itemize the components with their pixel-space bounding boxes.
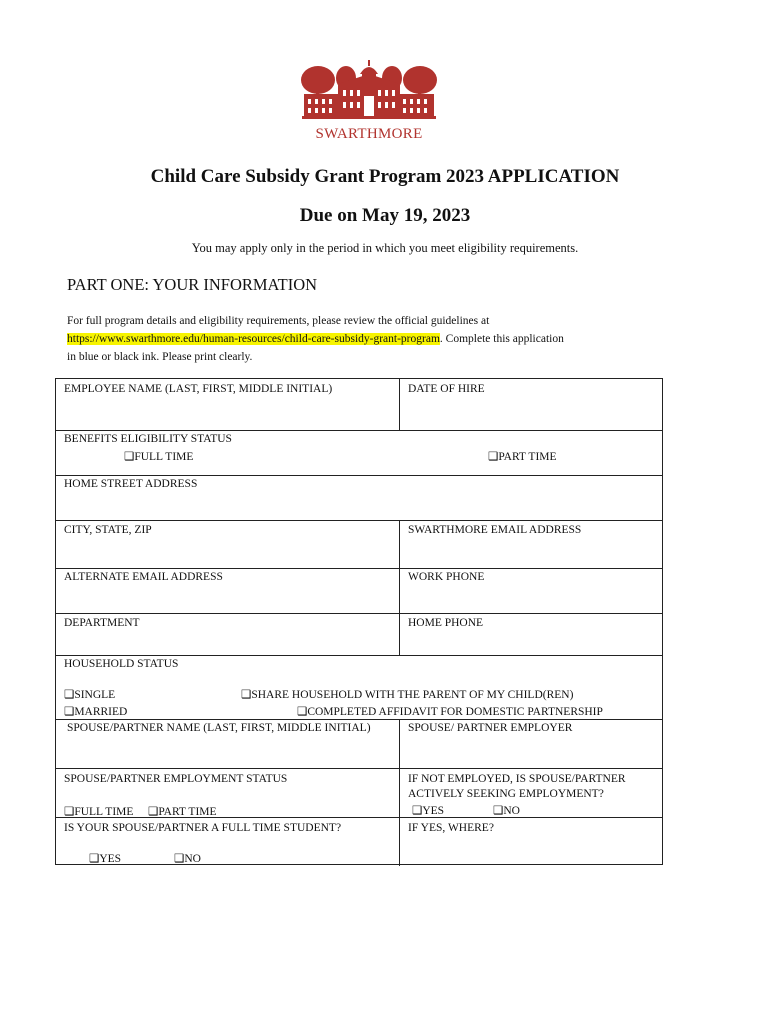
seeking-no-checkbox[interactable]: ❑NO [493,805,520,817]
logo-wordmark: SWARTHMORE [315,126,423,142]
checkbox-icon: ❑ [412,805,423,817]
spouse-full-time-checkbox[interactable]: ❑FULL TIME [64,806,134,818]
eligibility-note: You may apply only in the period in which you meet eligibility requirements. [191,241,579,255]
checkbox-icon: ❑ [297,706,308,718]
checkbox-icon: ❑ [174,853,185,865]
row-divider [56,655,662,656]
swarthmore-email-field[interactable]: SWARTHMORE EMAIL ADDRESS [408,524,582,536]
benefits-status-label: BENEFITS ELIGIBILITY STATUS [64,433,232,445]
spouse-employer-field[interactable]: SPOUSE/ PARTNER EMPLOYER [408,722,573,734]
household-status-label: HOUSEHOLD STATUS [64,658,179,670]
checkbox-icon: ❑ [64,806,75,818]
checkbox-icon: ❑ [89,853,100,865]
checkbox-icon: ❑ [124,451,135,463]
seeking-employment-question-1: IF NOT EMPLOYED, IS SPOUSE/PARTNER [408,773,626,785]
student-no-checkbox[interactable]: ❑NO [174,853,201,865]
affidavit-checkbox[interactable]: ❑COMPLETED AFFIDAVIT FOR DOMESTIC PARTNERSHIP [297,706,603,718]
alternate-email-field[interactable]: ALTERNATE EMAIL ADDRESS [64,571,223,583]
due-date: Due on May 19, 2023 [299,205,471,226]
single-checkbox[interactable]: ❑SINGLE [64,689,116,701]
campus-buildings-emblem [298,58,440,126]
row-divider [56,817,662,818]
married-checkbox[interactable]: ❑MARRIED [64,706,128,718]
spouse-name-field[interactable]: SPOUSE/PARTNER NAME (LAST, FIRST, MIDDLE INITIAL) [67,722,371,734]
home-address-field[interactable]: HOME STREET ADDRESS [64,478,198,490]
student-yes-checkbox[interactable]: ❑YES [89,853,122,865]
intro-after-url: . Complete this application [439,333,564,345]
part-one-heading: PART ONE: YOUR INFORMATION [67,275,318,294]
home-phone-field[interactable]: HOME PHONE [408,617,484,629]
intro-paragraph [67,312,667,366]
intro-line-3: in blue or black ink. Please print clearly. [67,351,253,363]
checkbox-icon: ❑ [64,689,75,701]
document-title: Child Care Subsidy Grant Program 2023 APPLICATION [150,166,620,187]
row-divider [56,719,662,720]
column-divider [399,520,400,655]
row-divider [56,613,662,614]
intro-line-2 [67,330,667,348]
row-divider [56,568,662,569]
checkbox-icon: ❑ [148,806,159,818]
application-form-table [55,378,663,865]
row-divider [56,475,662,476]
checkbox-icon: ❑ [241,689,252,701]
guidelines-link[interactable]: https://www.swarthmore.edu/human-resources/child-care-subsidy-grant-program [67,333,440,345]
row-divider [56,768,662,769]
employee-name-field[interactable]: EMPLOYEE NAME (LAST, FIRST, MIDDLE INITIAL) [64,383,333,395]
work-phone-field[interactable]: WORK PHONE [408,571,485,583]
if-yes-where-field[interactable]: IF YES, WHERE? [408,822,494,834]
department-field[interactable]: DEPARTMENT [64,617,140,629]
row-divider [56,430,662,431]
column-divider [399,379,400,430]
column-divider [399,719,400,866]
full-time-student-question: IS YOUR SPOUSE/PARTNER A FULL TIME STUDENT? [64,822,342,834]
full-time-checkbox[interactable]: ❑FULL TIME [124,451,194,463]
checkbox-icon: ❑ [488,451,499,463]
checkbox-icon: ❑ [64,706,75,718]
intro-line-1: For full program details and eligibility requirements, please review the official guidelines at [67,315,490,327]
part-time-checkbox[interactable]: ❑PART TIME [488,451,557,463]
seeking-employment-question-2: ACTIVELY SEEKING EMPLOYMENT? [408,788,604,800]
row-divider [56,520,662,521]
spouse-part-time-checkbox[interactable]: ❑PART TIME [148,806,217,818]
seeking-yes-checkbox[interactable]: ❑YES [412,805,445,817]
date-of-hire-field[interactable]: DATE OF HIRE [408,383,485,395]
spouse-employment-status-label: SPOUSE/PARTNER EMPLOYMENT STATUS [64,773,288,785]
checkbox-icon: ❑ [493,805,504,817]
share-household-checkbox[interactable]: ❑SHARE HOUSEHOLD WITH THE PARENT OF MY CHILD(REN) [241,689,574,701]
city-state-zip-field[interactable]: CITY, STATE, ZIP [64,524,152,536]
swarthmore-logo [298,58,440,146]
